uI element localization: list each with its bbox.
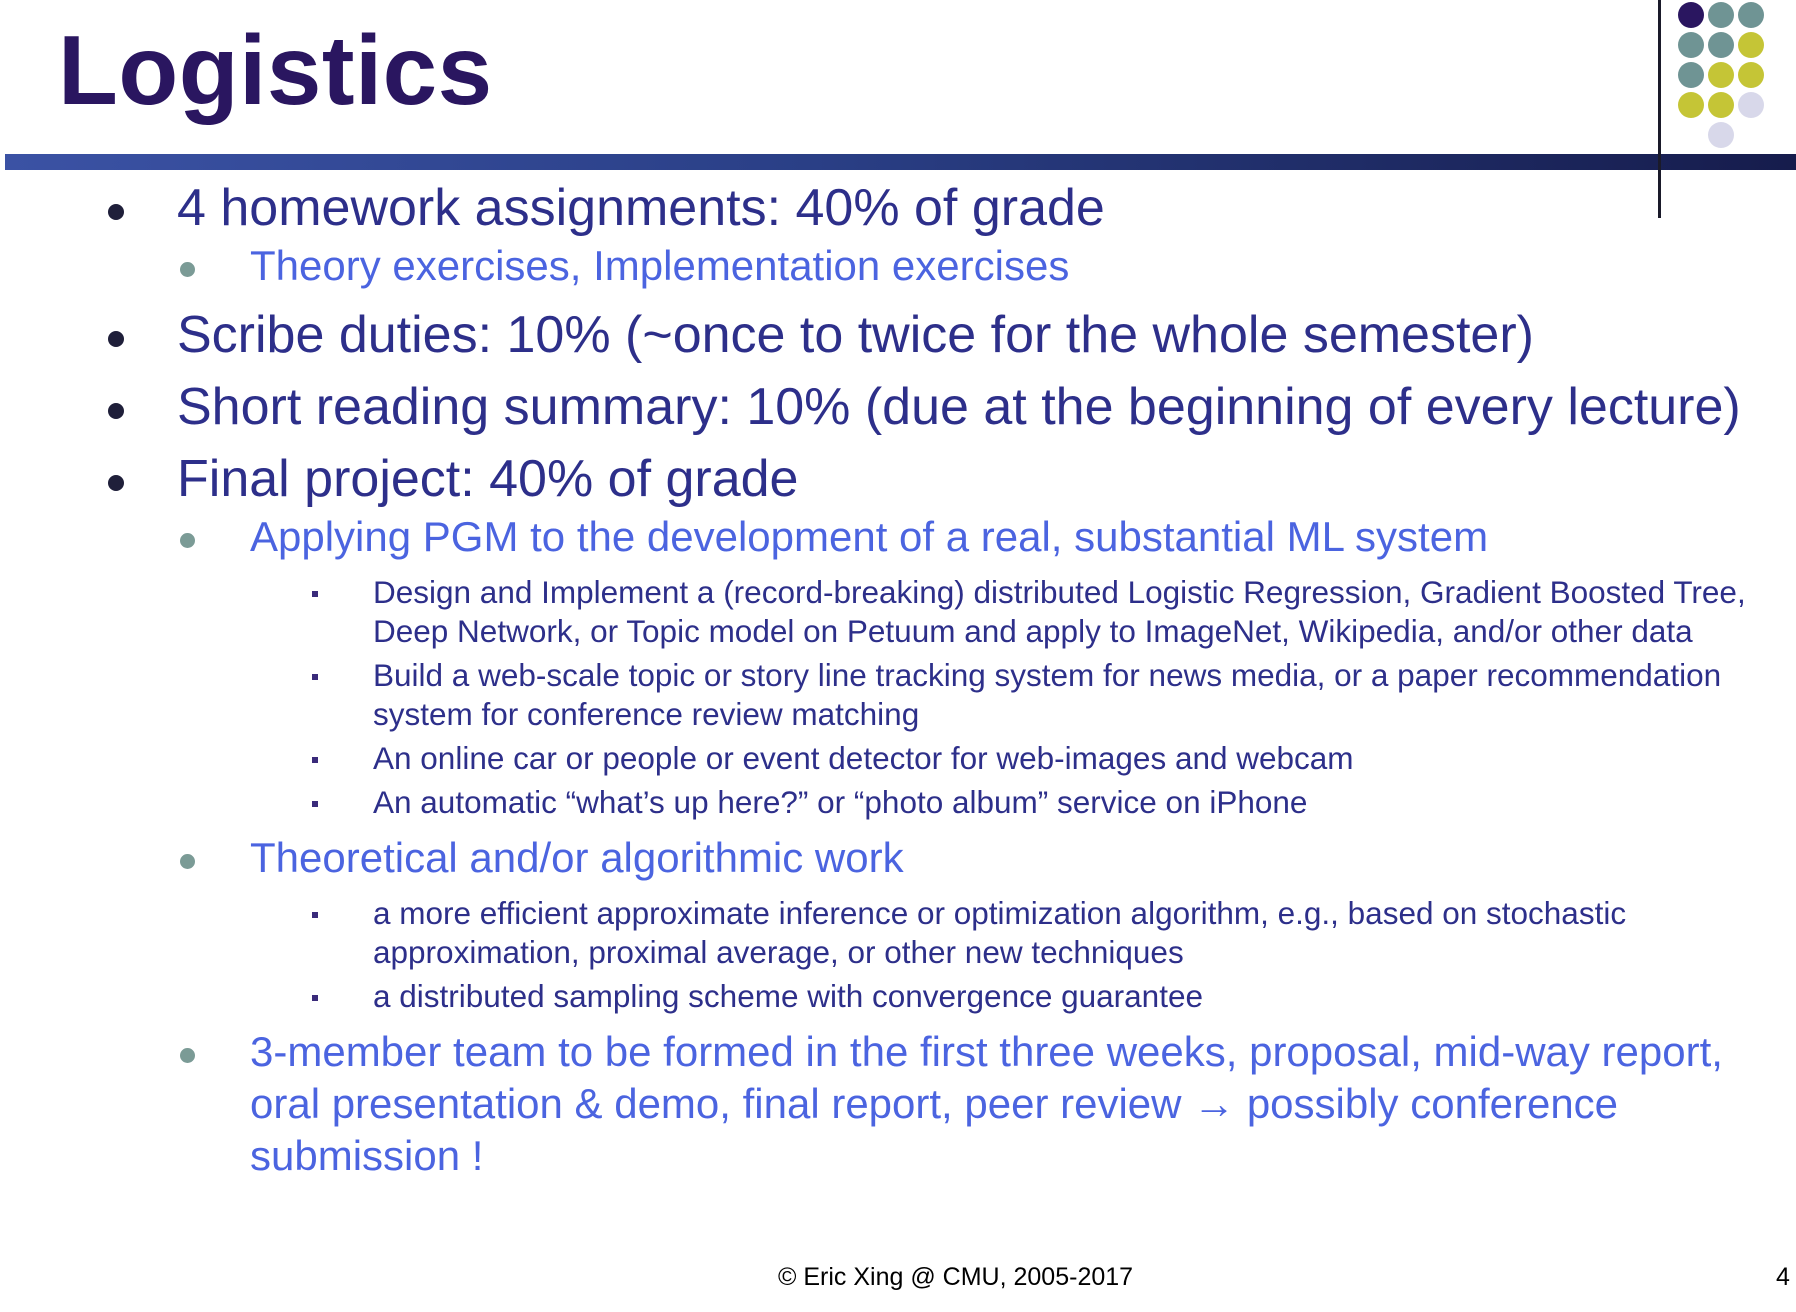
sub-sub-bullet-item [0,656,1796,734]
page-number: 4 [1776,1263,1790,1291]
decorative-dot [1738,92,1764,118]
bullet-text: Final project: 40% of grade [177,450,799,508]
decorative-dot [1708,122,1734,148]
decorative-dot [1678,62,1704,88]
decorative-dot-grid [1670,0,1796,156]
slide-footer [0,1263,1796,1297]
bullet-text: Theory exercises, Implementation exercises [250,242,1070,289]
sub-bullet-item [0,511,1796,563]
bullet-icon [180,1048,195,1063]
bullet-text: An online car or people or event detector for web-images and webcam [373,740,1354,776]
decorative-dot [1708,32,1734,58]
bullet-text: Design and Implement a (record-breaking) distributed Logistic Regression, Gradient Boosted Tree, Deep Network, or Topic model on Petuum and apply to ImageNet, Wikipedia, and/or other data [373,574,1746,649]
sub-sub-bullet-item [0,977,1796,1016]
decorative-dot [1708,2,1734,28]
bullet-icon [108,475,124,491]
title-underline-bar [5,154,1796,170]
bullet-text: a distributed sampling scheme with convergence guarantee [373,978,1203,1014]
bullet-icon [312,591,318,597]
decorative-dot [1678,92,1704,118]
sub-sub-bullet-item [0,894,1796,972]
sub-sub-bullet-item [0,573,1796,651]
bullet-text: Build a web-scale topic or story line tracking system for news media, or a paper recommendation system for conference review matching [373,657,1722,732]
decorative-dot [1678,32,1704,58]
bullet-text: a more efficient approximate inference or optimization algorithm, e.g., based on stochastic approximation, proximal average, or other new techniques [373,895,1627,970]
sub-sub-bullet-item [0,783,1796,822]
bullet-text: An automatic “what’s up here?” or “photo album” service on iPhone [373,784,1308,820]
copyright-notice: © Eric Xing @ CMU, 2005-2017 [778,1263,1134,1291]
bullet-icon [180,262,195,277]
bullet-icon [312,757,318,763]
decorative-dot [1708,92,1734,118]
bullet-icon [108,204,124,220]
bullet-text: Applying PGM to the development of a real, substantial ML system [250,513,1489,560]
sub-bullet-item [0,832,1796,884]
sub-sub-bullet-item [0,739,1796,778]
bullet-icon [108,331,124,347]
bullet-item [0,178,1796,238]
decorative-dot [1708,62,1734,88]
bullet-icon [312,674,318,680]
decorative-dot [1678,2,1704,28]
bullet-text: 4 homework assignments: 40% of grade [177,179,1105,237]
bullet-icon [180,533,195,548]
sub-bullet-item [0,1026,1796,1182]
bullet-item [0,305,1796,365]
bullet-item [0,377,1796,437]
bullet-item [0,449,1796,509]
bullet-icon [312,995,318,1001]
decorative-dot [1738,32,1764,58]
bullet-text: Theoretical and/or algorithmic work [250,834,904,881]
bullet-text: Short reading summary: 10% (due at the beginning of every lecture) [177,378,1741,436]
bullet-icon [312,801,318,807]
sub-bullet-item [0,240,1796,292]
bullet-text: 3-member team to be formed in the first three weeks, proposal, mid-way report, oral presentation & demo, final report, peer review → possibly conference submission ! [250,1028,1723,1179]
bullet-text: Scribe duties: 10% (~once to twice for the whole semester) [177,306,1534,364]
bullet-icon [108,403,124,419]
decorative-dot [1738,2,1764,28]
bullet-icon [312,912,318,918]
bullet-icon [180,854,195,869]
decorative-dot [1738,62,1764,88]
slide-title: Logistics [58,15,493,125]
bullet-list [0,178,1796,1182]
